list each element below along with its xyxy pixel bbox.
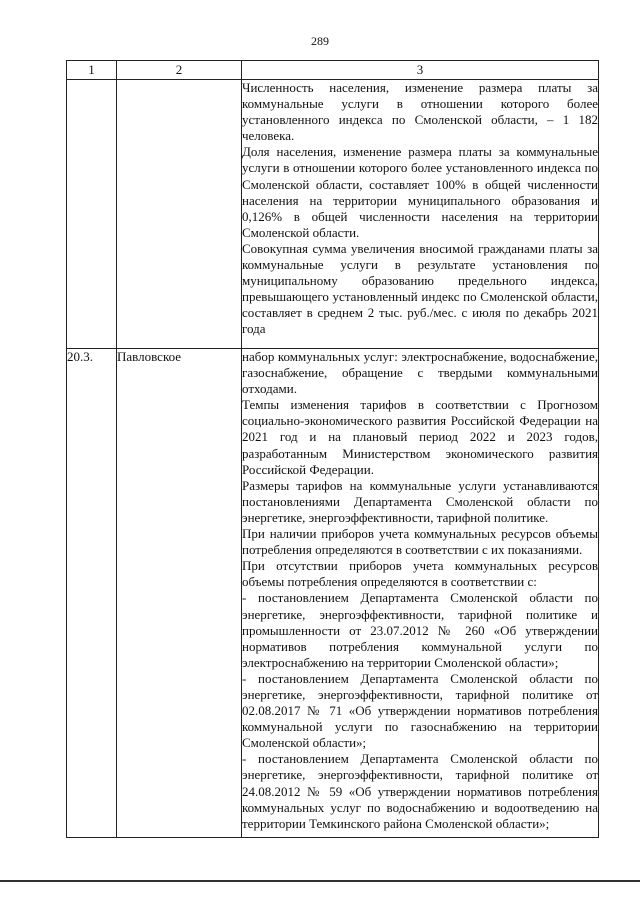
bottom-rule xyxy=(0,880,640,882)
page-number: 289 xyxy=(311,34,329,48)
header-col-1: 1 xyxy=(67,61,117,80)
paragraph: При отсутствии приборов учета коммунальных ресурсов объемы потребления определяются в соответствии с: xyxy=(242,558,598,590)
table-row xyxy=(67,349,599,838)
row-settlement-name xyxy=(117,80,242,349)
row-description xyxy=(242,349,599,838)
row-number: 20.3. xyxy=(67,349,117,838)
paragraph: При наличии приборов учета коммунальных ресурсов объемы потребления определяются в соответствии с их показаниями. xyxy=(242,526,598,558)
paragraph: Совокупная сумма увеличения вносимой гражданами платы за коммунальные услуги в результате установления по муниципальному образованию предельного индекса, превышающего установленный индекс по Смоленской области, составляет в среднем 2 тыс. руб./мес. с июля по декабрь 2021 года xyxy=(242,240,598,337)
table-header-row xyxy=(67,61,599,80)
paragraph: Доля населения, изменение размера платы за коммунальные услуги в отношении которого более установленного индекса по Смоленской области, составляет 100% в общей численности населения на территории муниципального образования и 0,126% в общей численности населения на территории Смоленской области. xyxy=(242,144,598,240)
paragraph: - постановлением Департамента Смоленской области по энергетике, энергоэффективности, тарифной политике и промышленности от 23.07.2012 № 260 «Об утверждении нормативов потребления коммунальной услуги по электроснабжению на территории Смоленской области»; xyxy=(242,590,598,670)
paragraph: набор коммунальных услуг: электроснабжение, водоснабжение, газоснабжение, обращение с твердыми коммунальными отходами. xyxy=(242,349,598,397)
row-description xyxy=(242,80,599,349)
paragraph: - постановлением Департамента Смоленской области по энергетике, энергоэффективности, тарифной политике от 02.08.2017 № 71 «Об утверждении нормативов потребления коммунальной услуги по газоснабжению на территории Смоленской области»; xyxy=(242,670,598,751)
row-settlement-name: Павловское xyxy=(117,349,242,838)
paragraph: Размеры тарифов на коммунальные услуги устанавливаются постановлениями Департамента Смоленской области по энергетике, энергоэффективности, тарифной политике. xyxy=(242,477,598,525)
row-number xyxy=(67,80,117,349)
table-row xyxy=(67,80,599,349)
document-table xyxy=(66,60,599,838)
paragraph: Численность населения, изменение размера платы за коммунальные услуги в отношении которого более установленного индекса по Смоленской области, – 1 182 человека. xyxy=(242,80,598,144)
header-col-3: 3 xyxy=(242,61,599,80)
header-col-2: 2 xyxy=(117,61,242,80)
paragraph: - постановлением Департамента Смоленской области по энергетике, энергоэффективности, тарифной политике от 24.08.2012 № 59 «Об утверждении нормативов потребления коммунальных услуг по водоснабжению и водоотведению на территории Темкинского района Смоленской области»; xyxy=(242,751,598,831)
paragraph: Темпы изменения тарифов в соответствии с Прогнозом социально-экономического развития Российской Федерации на 2021 год и на плановый период 2022 и 2023 годов, разработанным Министерством экономического развития Российской Федерации. xyxy=(242,397,598,477)
